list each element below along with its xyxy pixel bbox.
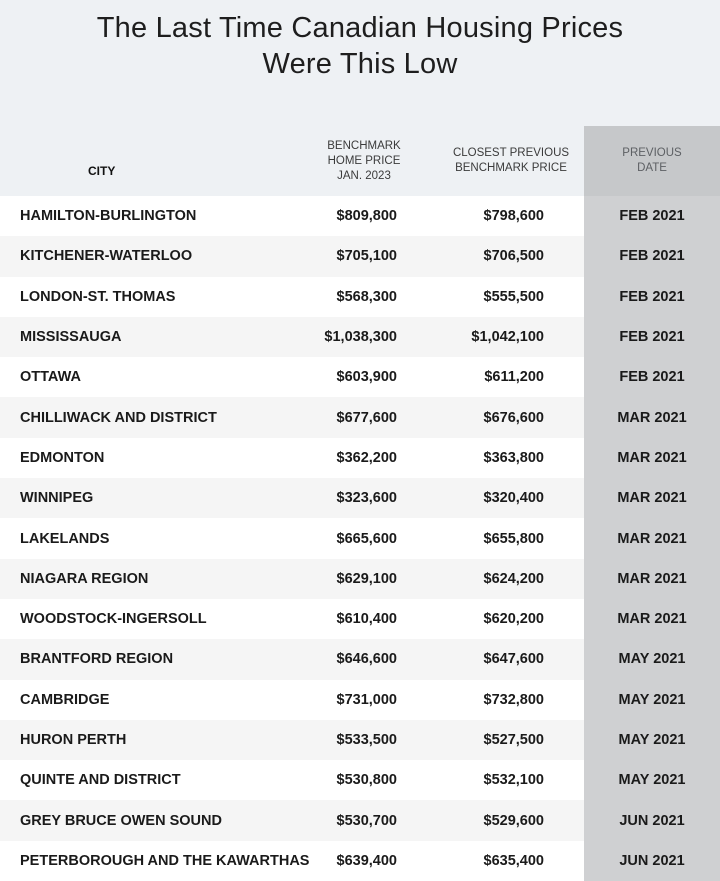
cell-closest-price: $529,600 — [483, 812, 544, 829]
column-header-date — [584, 126, 720, 196]
cell-benchmark-price: $362,200 — [336, 449, 397, 466]
column-header-closest — [440, 126, 582, 196]
header-area — [0, 0, 720, 196]
cell-benchmark-price: $639,400 — [336, 852, 397, 869]
cell-benchmark-price: $323,600 — [336, 490, 397, 507]
cell-benchmark-price: $629,100 — [336, 570, 397, 587]
cell-closest-price: $532,100 — [483, 772, 544, 789]
cell-closest-price: $655,800 — [483, 530, 544, 547]
column-header-benchmark-line: HOME PRICE — [327, 154, 401, 167]
column-header-benchmark-line: BENCHMARK — [327, 139, 401, 152]
column-header-date-line: DATE — [637, 162, 667, 174]
column-header-closest-line: BENCHMARK PRICE — [455, 162, 567, 174]
cell-benchmark-price: $533,500 — [336, 732, 397, 748]
table-row — [0, 478, 720, 518]
cell-previous-date: FEB 2021 — [584, 236, 720, 276]
cell-city: HAMILTON-BURLINGTON — [20, 208, 197, 225]
table-row — [0, 760, 720, 800]
column-header-closest-line: CLOSEST PREVIOUS — [452, 147, 570, 159]
cell-city: PETERBOROUGH AND THE KAWARTHAS — [20, 852, 310, 869]
cell-city: QUINTE AND DISTRICT — [20, 772, 181, 789]
cell-closest-price: $620,200 — [483, 611, 544, 628]
table-row — [0, 841, 720, 881]
table-row — [0, 518, 720, 558]
cell-benchmark-price: $610,400 — [336, 611, 397, 628]
cell-previous-date: MAY 2021 — [584, 680, 720, 720]
price-table — [0, 196, 720, 881]
table-row — [0, 599, 720, 639]
cell-benchmark-price: $809,800 — [336, 208, 397, 225]
cell-city: KITCHENER-WATERLOO — [20, 248, 193, 265]
cell-benchmark-price: $705,100 — [336, 248, 397, 265]
table-row — [0, 720, 720, 760]
cell-benchmark-price: $530,800 — [336, 772, 397, 789]
table-row — [0, 196, 720, 236]
cell-previous-date: FEB 2021 — [584, 317, 720, 357]
title-line-1: The Last Time Canadian Housing Prices — [96, 12, 624, 44]
cell-benchmark-price: $568,300 — [336, 288, 397, 305]
cell-closest-price: $555,500 — [483, 288, 544, 305]
table-row — [0, 680, 720, 720]
cell-benchmark-price: $646,600 — [336, 651, 397, 668]
cell-previous-date: FEB 2021 — [584, 277, 720, 317]
cell-city: WOODSTOCK-INGERSOLL — [20, 611, 207, 628]
cell-closest-price: $635,400 — [483, 852, 544, 869]
cell-previous-date: MAR 2021 — [584, 599, 720, 639]
cell-closest-price: $611,200 — [484, 369, 544, 386]
table-row — [0, 317, 720, 357]
table-row — [0, 559, 720, 599]
cell-city: WINNIPEG — [20, 490, 94, 507]
cell-city: MISSISSAUGA — [20, 329, 122, 346]
cell-benchmark-price: $530,700 — [336, 812, 397, 829]
cell-previous-date: JUN 2021 — [584, 841, 720, 881]
cell-city: NIAGARA REGION — [20, 570, 149, 587]
cell-benchmark-price: $1,038,300 — [324, 329, 397, 346]
cell-previous-date: MAR 2021 — [584, 438, 720, 478]
table-row — [0, 639, 720, 679]
cell-city: LONDON-ST. THOMAS — [20, 288, 176, 305]
cell-city: BRANTFORD REGION — [20, 651, 174, 668]
cell-benchmark-price: $677,600 — [336, 409, 397, 426]
cell-city: LAKELANDS — [20, 530, 110, 547]
cell-previous-date: MAR 2021 — [584, 559, 720, 599]
cell-previous-date: MAY 2021 — [584, 639, 720, 679]
cell-city: CHILLIWACK AND DISTRICT — [20, 409, 217, 426]
cell-benchmark-price: $731,000 — [336, 691, 397, 708]
cell-previous-date: MAR 2021 — [584, 397, 720, 437]
cell-previous-date: FEB 2021 — [584, 357, 720, 397]
cell-closest-price: $363,800 — [483, 449, 544, 466]
cell-city: GREY BRUCE OWEN SOUND — [20, 812, 222, 829]
cell-closest-price: $647,600 — [483, 651, 544, 668]
cell-previous-date: FEB 2021 — [584, 196, 720, 236]
title-line-2: Were This Low — [262, 48, 458, 80]
cell-city: OTTAWA — [20, 369, 81, 386]
cell-closest-price: $624,200 — [483, 570, 544, 587]
table-row — [0, 397, 720, 437]
table-row — [0, 800, 720, 840]
table-row — [0, 236, 720, 276]
cell-city: CAMBRIDGE — [20, 691, 110, 708]
table-row — [0, 357, 720, 397]
cell-closest-price: $320,400 — [483, 490, 544, 507]
page-title — [0, 10, 720, 82]
table-row — [0, 277, 720, 317]
column-header-date-line: PREVIOUS — [622, 147, 682, 159]
cell-benchmark-price: $665,600 — [336, 530, 397, 547]
cell-closest-price: $1,042,100 — [471, 329, 544, 346]
cell-city: HURON PERTH — [20, 732, 127, 748]
table-row — [0, 438, 720, 478]
cell-closest-price: $706,500 — [483, 248, 544, 265]
cell-previous-date: MAR 2021 — [584, 518, 720, 558]
cell-previous-date: MAY 2021 — [584, 760, 720, 800]
cell-closest-price: $732,800 — [483, 691, 544, 708]
cell-city: EDMONTON — [20, 449, 105, 466]
cell-previous-date: MAR 2021 — [584, 478, 720, 518]
cell-closest-price: $676,600 — [483, 409, 544, 426]
cell-benchmark-price: $603,900 — [336, 369, 397, 386]
column-header-city-label: CITY — [88, 163, 116, 178]
cell-closest-price: $527,500 — [483, 732, 544, 748]
cell-previous-date: MAY 2021 — [584, 720, 720, 760]
cell-previous-date: JUN 2021 — [584, 800, 720, 840]
column-header-benchmark — [318, 126, 410, 196]
column-header-benchmark-line: JAN. 2023 — [337, 169, 391, 182]
cell-closest-price: $798,600 — [483, 208, 544, 225]
